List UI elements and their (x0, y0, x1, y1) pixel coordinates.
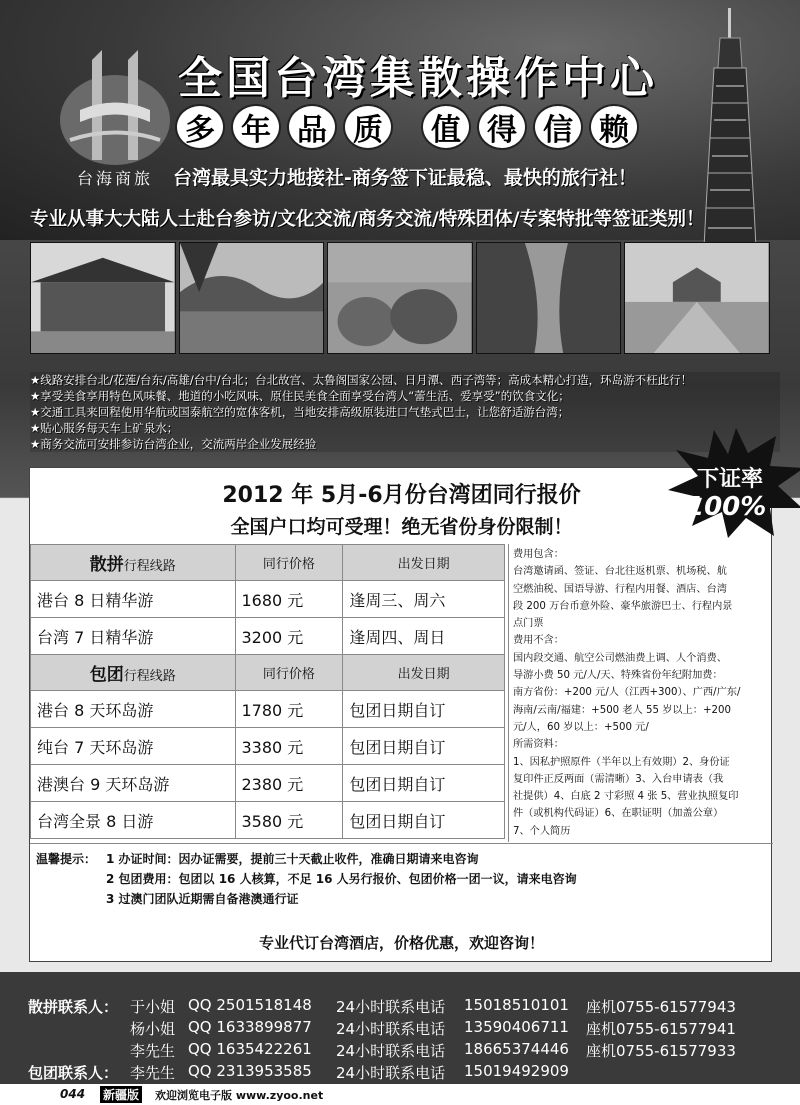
fee-line: 元/人，60 岁以上：+500 元/ (513, 721, 649, 733)
route-cell: 港台 8 日精华游 (31, 581, 236, 618)
fee-line: 海南/云南/福建：+500 老人 55 岁以上：+200 (513, 704, 731, 716)
page-title: 全国台湾集散操作中心 (178, 53, 658, 104)
photo-strip (30, 242, 770, 354)
date-cell: 包团日期自订 (343, 728, 505, 765)
badge-percent: 100% (686, 492, 767, 522)
route-cell: 台湾 7 日精华游 (31, 618, 236, 655)
date-header: 出发日期 (343, 655, 505, 691)
edition-badge: 新疆版 (100, 1086, 142, 1103)
table-header-row (31, 545, 505, 581)
tip-line: 2 包团费用：包团以 16 人核算，不足 16 人另行报价、包团价格一团一议，请来电咨询 (106, 872, 577, 886)
contact-name: 于小姐 (130, 998, 176, 1016)
slogan (175, 104, 639, 150)
website-link[interactable]: 欢迎浏览电子版 www.zyoo.net (155, 1089, 324, 1102)
taipei-101-tower-image (690, 8, 770, 248)
contact-phone: 15018510101 (464, 996, 569, 1014)
date-cell: 包团日期自订 (343, 691, 505, 728)
contact-landline: 座机0755-61577933 (586, 1042, 736, 1060)
fee-line: 7、个人简历 (513, 825, 571, 837)
contact-row (28, 996, 736, 1017)
contact-phone: 13590406711 (464, 1018, 569, 1036)
table-row (31, 728, 505, 765)
tip-line: 3 过澳门团队近期需自备港澳通行证 (106, 892, 299, 906)
header-subtitle: 台湾最具实力地接社-商务签下证最稳、最快的旅行社！ (173, 167, 637, 189)
contact-qq: QQ 1633899877 (188, 1018, 312, 1036)
slogan-char: 质 (343, 104, 393, 150)
coast-rocks-photo (327, 242, 473, 354)
date-cell: 逢周四、周日 (343, 618, 505, 655)
feature-bullet: ★线路安排台北/花莲/台东/高雄/台中/台北；台北故宫、太鲁阁国家公园、日月潭、西子湾等；高成本精心打造，环岛游不枉此行！ (30, 373, 693, 387)
fee-line: 件（或机构代码证）6、在职证明（加盖公章） (513, 808, 724, 820)
slogan-char: 年 (231, 104, 281, 150)
slogan-char: 信 (533, 104, 583, 150)
contact-name: 李先生 (130, 1042, 176, 1060)
date-cell: 包团日期自订 (343, 765, 505, 802)
price-cell: 1680 元 (235, 581, 343, 618)
slogan-char: 品 (287, 104, 337, 150)
fee-line: 国内段交通、航空公司燃油费上调、人个消费、 (513, 652, 727, 664)
price-cell: 3580 元 (235, 802, 343, 839)
contact-row (28, 1062, 586, 1083)
contact-row (130, 1040, 736, 1061)
contact-qq: QQ 1635422261 (188, 1040, 312, 1058)
header-tagline: 专业从事大大陆人士赴台参访/文化交流/商务交流/特殊团体/专案特批等签证类别！ (30, 209, 705, 230)
contact-qq: QQ 2313953585 (188, 1062, 312, 1080)
tips-label: 温馨提示： (36, 852, 97, 866)
contact-hotline-label: 24小时联系电话 (336, 998, 446, 1016)
lake-photo (179, 242, 325, 354)
table-header-row (31, 655, 505, 691)
slogan-char: 多 (175, 104, 225, 150)
fee-line: 南方省份：+200 元/人（江西+300）、广西/广东/ (513, 687, 741, 699)
fee-line: 费用不含： (513, 635, 564, 647)
price-subtitle: 全国户口均可受理！绝无省份身份限制！ (230, 516, 573, 538)
slogan-char: 得 (477, 104, 527, 150)
tips-section (30, 843, 773, 963)
route-cell: 纯台 7 天环岛游 (31, 728, 236, 765)
contact-phone: 18665374446 (464, 1040, 569, 1058)
page-number: 044 (60, 1087, 86, 1101)
date-header: 出发日期 (343, 545, 505, 581)
fees-panel (508, 544, 772, 842)
contact-hotline-label: 24小时联系电话 (336, 1020, 446, 1038)
routes-table (30, 544, 505, 839)
fee-line: 点门票 (513, 618, 544, 630)
grand-hotel-photo (30, 242, 176, 354)
price-box (29, 467, 772, 962)
slogan-char: 值 (421, 104, 471, 150)
table-row (31, 618, 505, 655)
contact-phone: 15019492909 (464, 1062, 569, 1080)
contact-landline: 座机0755-61577943 (586, 998, 736, 1016)
contact-hotline-label: 24小时联系电话 (336, 1042, 446, 1060)
date-cell: 逢周三、周六 (343, 581, 505, 618)
badge-text: 下证率 (697, 467, 764, 492)
table-row (31, 581, 505, 618)
memorial-hall-photo (624, 242, 770, 354)
fee-line: 导游小费 50 元/人/天、特殊省份年纪附加费： (513, 670, 723, 682)
contact-name: 李先生 (130, 1064, 176, 1082)
fee-line: 台湾邀请函、签证、台北往返机票、机场税、航 (513, 566, 727, 578)
date-cell: 包团日期自订 (343, 802, 505, 839)
logo-text: 台海商旅 (76, 169, 153, 188)
contact-name: 杨小姐 (130, 1020, 176, 1038)
fee-line: 所需资料： (513, 739, 564, 751)
feature-bullet: ★交通工具来回程使用华航或国泰航空的宽体客机，当地安排高级原装进口气垫式巴士，让您舒适游台湾； (30, 405, 570, 419)
feature-bullet: ★享受美食享用特色风味餐、地道的小吃风味、原住民美食全面享受台湾人“蕾生活、爱享受”的饮食文化； (30, 389, 570, 403)
contact-label: 包团联系人： (28, 1064, 119, 1082)
route-header: 散拼行程线路 (31, 545, 236, 581)
route-cell: 港澳台 9 天环岛游 (31, 765, 236, 802)
tip-line: 1 办证时间：因办证需要，提前三十天截止收件，准确日期请来电咨询 (106, 852, 479, 866)
price-cell: 3200 元 (235, 618, 343, 655)
contact-hotline-label: 24小时联系电话 (336, 1064, 446, 1082)
gorge-photo (476, 242, 622, 354)
price-header: 同行价格 (235, 545, 343, 581)
price-cell: 2380 元 (235, 765, 343, 802)
route-cell: 港台 8 天环岛游 (31, 691, 236, 728)
feature-bullet: ★商务交流可安排参访台湾企业，交流两岸企业发展经验 (30, 437, 317, 451)
fee-line: 复印件正反两面（需清晰）3、入台申请表（我 (513, 773, 724, 785)
contact-label: 散拼联系人： (28, 998, 119, 1016)
fee-line: 段 200 万台币意外险、豪华旅游巴士、行程内景 (513, 600, 733, 612)
route-header: 包团行程线路 (31, 655, 236, 691)
contacts-section (0, 972, 800, 1084)
contact-row (130, 1018, 736, 1039)
price-cell: 3380 元 (235, 728, 343, 765)
hotel-booking-line: 专业代订台湾酒店，价格优惠，欢迎咨询！ (258, 934, 544, 952)
price-cell: 1780 元 (235, 691, 343, 728)
feature-bullet: ★贴心服务每天车上矿泉水； (30, 421, 179, 435)
contact-landline: 座机0755-61577941 (586, 1020, 736, 1038)
table-row (31, 765, 505, 802)
fee-line: 社提供）4、白底 2 寸彩照 4 张 5、营业执照复印 (513, 791, 739, 803)
price-title: 2012 年 5月-6月份台湾团同行报价 (222, 483, 581, 508)
page-footer (0, 1084, 800, 1105)
price-header: 同行价格 (235, 655, 343, 691)
fee-line: 1、因私护照原件（半年以上有效期）2、身份证 (513, 756, 730, 768)
fee-line: 空燃油税、国语导游、行程内用餐、酒店、台湾 (513, 583, 727, 595)
route-cell: 台湾全景 8 日游 (31, 802, 236, 839)
table-row (31, 802, 505, 839)
fee-line: 费用包含： (513, 549, 564, 560)
slogan-char: 赖 (589, 104, 639, 150)
table-row (31, 691, 505, 728)
contact-qq: QQ 2501518148 (188, 996, 312, 1014)
